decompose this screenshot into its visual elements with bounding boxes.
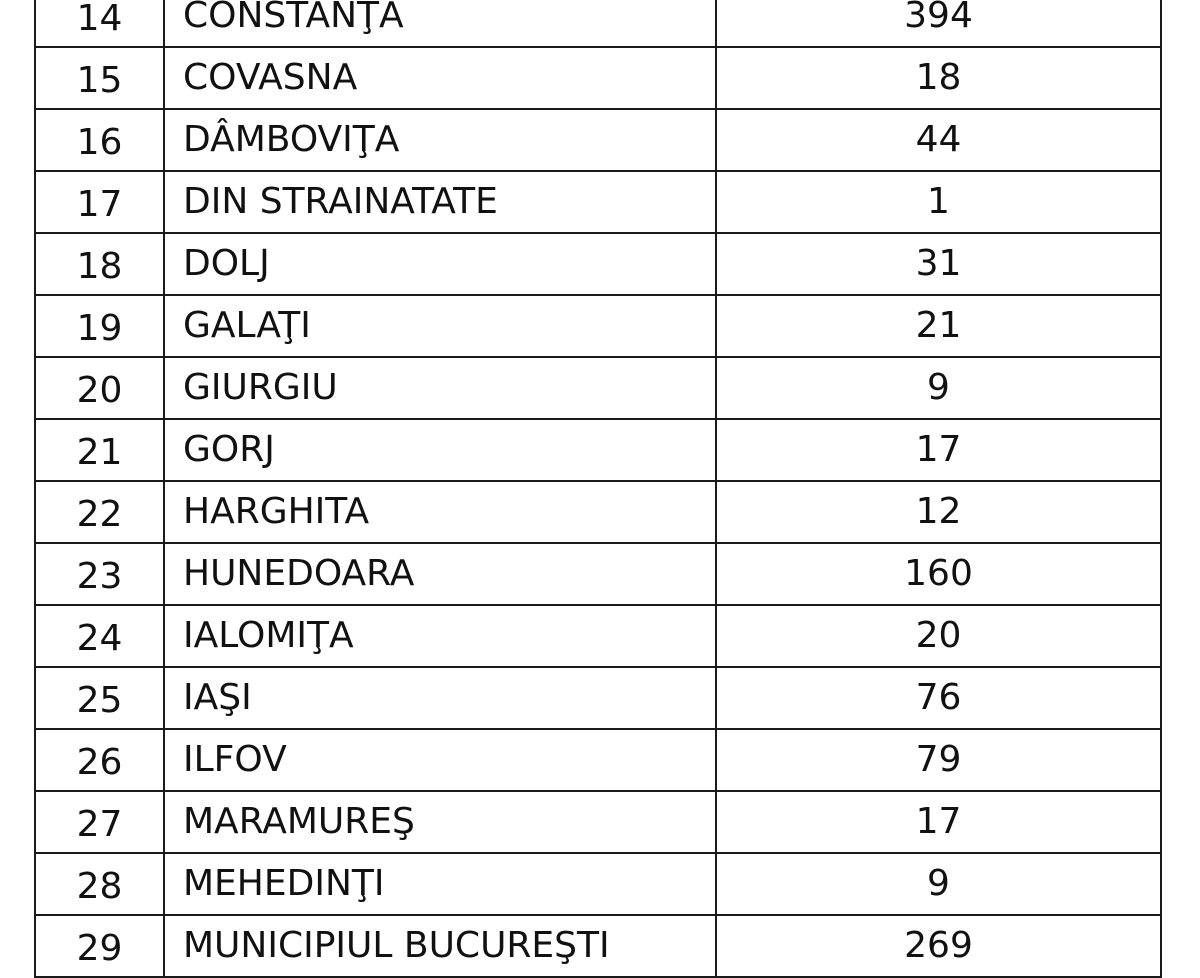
county-name: MEHEDINŢI [164, 853, 716, 915]
county-name: GORJ [164, 419, 716, 481]
row-number: 22 [35, 481, 164, 543]
county-name: ILFOV [164, 729, 716, 791]
county-name: DOLJ [164, 233, 716, 295]
county-name: GIURGIU [164, 357, 716, 419]
row-number: 18 [35, 233, 164, 295]
county-name: DÂMBOVIŢA [164, 109, 716, 171]
row-number: 20 [35, 357, 164, 419]
case-count: 21 [716, 295, 1161, 357]
row-number: 28 [35, 853, 164, 915]
county-name: HUNEDOARA [164, 543, 716, 605]
case-count: 31 [716, 233, 1161, 295]
table-row [35, 481, 1161, 543]
row-number: 25 [35, 667, 164, 729]
county-name: CONSTANŢA [164, 0, 716, 47]
table-body [35, 0, 1161, 977]
table-row [35, 791, 1161, 853]
row-number: 14 [35, 0, 164, 47]
case-count: 9 [716, 853, 1161, 915]
table-row [35, 853, 1161, 915]
row-number: 15 [35, 47, 164, 109]
row-number: 16 [35, 109, 164, 171]
case-count: 269 [716, 915, 1161, 977]
table-row [35, 109, 1161, 171]
row-number: 17 [35, 171, 164, 233]
county-name: DIN STRAINATATE [164, 171, 716, 233]
case-count: 394 [716, 0, 1161, 47]
case-count: 17 [716, 791, 1161, 853]
table-row [35, 0, 1161, 47]
case-count: 20 [716, 605, 1161, 667]
table-row [35, 171, 1161, 233]
county-name: GALAŢI [164, 295, 716, 357]
row-number: 27 [35, 791, 164, 853]
county-table-container [34, 0, 1160, 978]
county-name: COVASNA [164, 47, 716, 109]
table-row [35, 233, 1161, 295]
case-count: 160 [716, 543, 1161, 605]
case-count: 12 [716, 481, 1161, 543]
case-count: 44 [716, 109, 1161, 171]
county-name: HARGHITA [164, 481, 716, 543]
table-row [35, 667, 1161, 729]
case-count: 79 [716, 729, 1161, 791]
county-name: MUNICIPIUL BUCUREŞTI [164, 915, 716, 977]
row-number: 23 [35, 543, 164, 605]
table-row [35, 605, 1161, 667]
county-name: IAŞI [164, 667, 716, 729]
row-number: 21 [35, 419, 164, 481]
row-number: 19 [35, 295, 164, 357]
county-name: IALOMIŢA [164, 605, 716, 667]
case-count: 76 [716, 667, 1161, 729]
table-row [35, 543, 1161, 605]
table-row [35, 47, 1161, 109]
table-row [35, 729, 1161, 791]
row-number: 24 [35, 605, 164, 667]
case-count: 9 [716, 357, 1161, 419]
row-number: 29 [35, 915, 164, 977]
county-name: MARAMUREŞ [164, 791, 716, 853]
row-number: 26 [35, 729, 164, 791]
table-row [35, 295, 1161, 357]
case-count: 18 [716, 47, 1161, 109]
table-row [35, 915, 1161, 977]
table-row [35, 357, 1161, 419]
county-cases-table [34, 0, 1162, 978]
case-count: 17 [716, 419, 1161, 481]
table-row [35, 419, 1161, 481]
case-count: 1 [716, 171, 1161, 233]
